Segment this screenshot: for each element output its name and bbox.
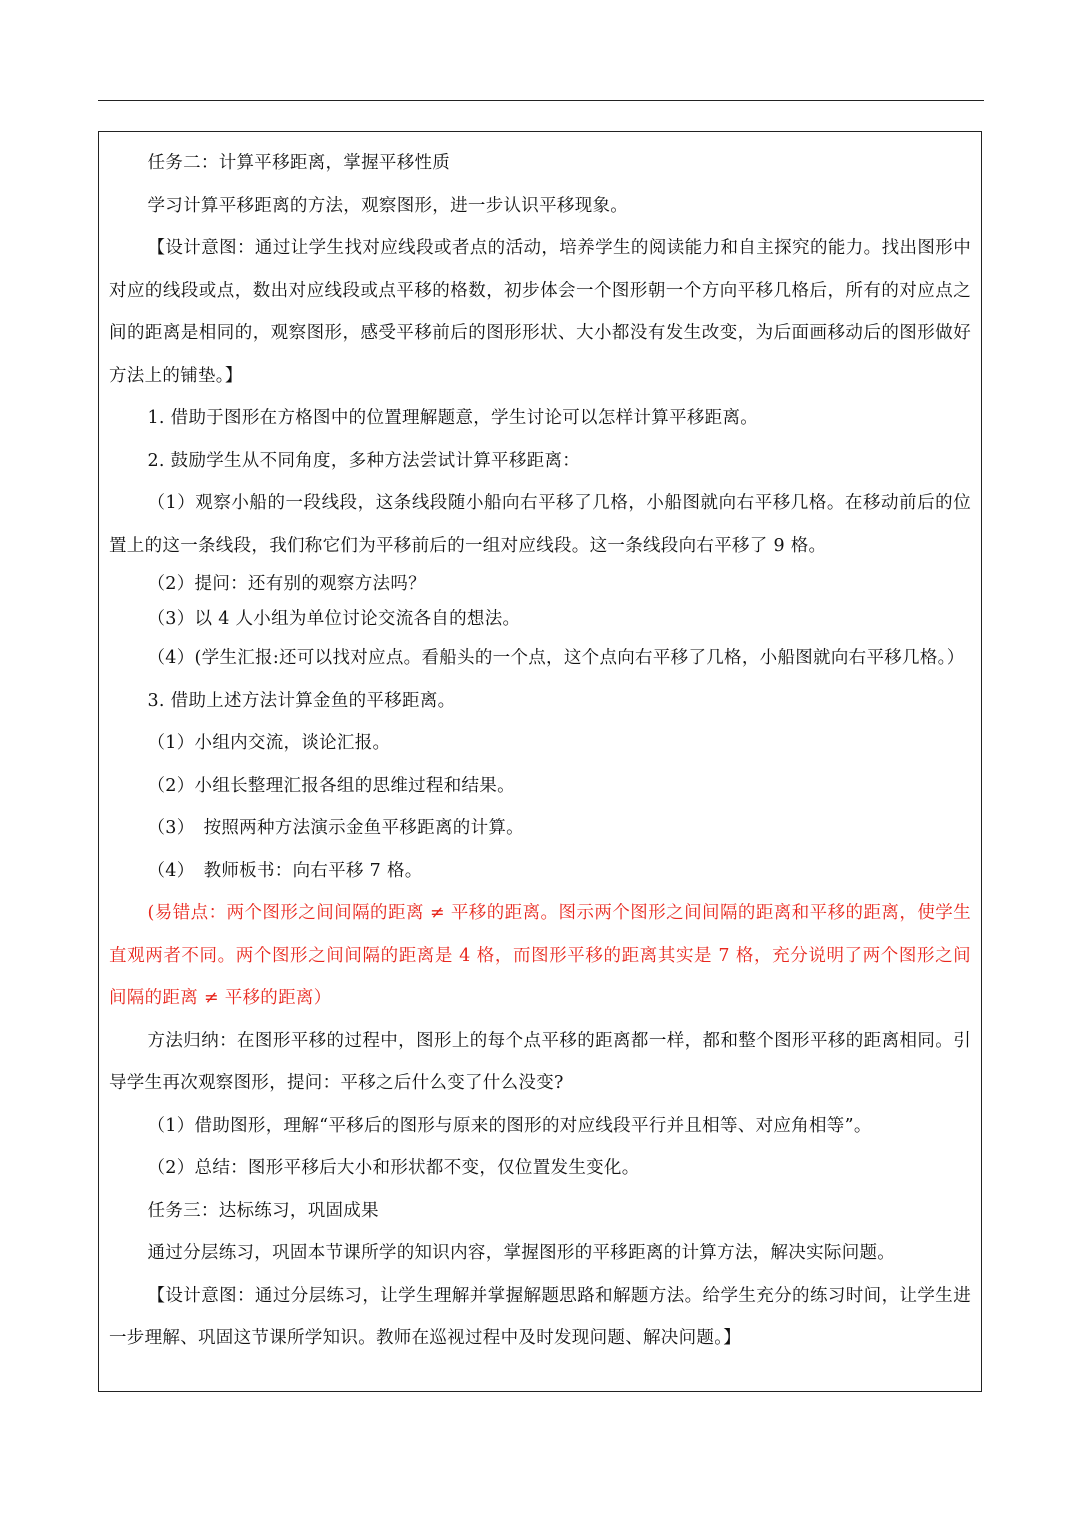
step-3-sub-1: （1）小组内交流，谈论汇报。 <box>147 733 391 753</box>
summary-sub-2: （2）总结：图形平移后大小和形状都不变，仅位置发生变化。 <box>147 1158 640 1178</box>
step-2: 2. 鼓励学生从不同角度，多种方法尝试计算平移距离： <box>147 450 581 471</box>
lesson-plan-cell <box>98 131 982 1392</box>
step-1: 1. 借助于图形在方格图中的位置理解题意，学生讨论可以怎样计算平移距离。 <box>147 408 759 428</box>
step-3: 3. 借助上述方法计算金鱼的平移距离。 <box>147 690 456 711</box>
design-intent-1: 【设计意图：通过让学生找对应线段或者点的活动，培养学生的阅读能力和自主探究的能力。找出图形中对应的线段或点，数出对应线段或点平移的格数，初步体会一个图形朝一个方向平移几格后，所有的对应点之间的距离是相同的，观察图形，感受平移前后的图形形状、大小都没有发生改变，为后面画移动后的图形做好方法上的铺垫。】 <box>109 238 971 386</box>
design-intent-2: 【设计意图：通过分层练习，让学生理解并掌握解题思路和解题方法。给学生充分的练习时间，让学生进一步理解、巩固这节课所学知识。教师在巡视过程中及时发现问题、解决问题。】 <box>109 1285 971 1348</box>
step-2-sub-3: （3）以 4 人小组为单位讨论交流各自的想法。 <box>147 609 521 629</box>
task3-intro: 通过分层练习，巩固本节课所学的知识内容，掌握图形的平移距离的计算方法，解决实际问题。 <box>147 1243 896 1263</box>
task3-heading: 任务三：达标练习，巩固成果 <box>147 1200 379 1221</box>
common-mistake-note: (易错点：两个图形之间间隔的距离 ≠ 平移的距离。图示两个图形之间间隔的距离和平移的距离，使学生直观两者不同。两个图形之间间隔的距离是 4 格，而图形平移的距离其实是 7 格，充分说明了两个图形之间间隔的距离 ≠ 平移的距离） <box>109 903 971 1008</box>
step-2-sub-4: （4）(学生汇报:还可以找对应点。看船头的一个点，这个点向右平移了几格，小船图就向右平移几格。） <box>147 648 965 668</box>
step-3-sub-2: （2）小组长整理汇报各组的思维过程和结果。 <box>147 775 515 796</box>
step-3-sub-3: （3） 按照两种方法演示金鱼平移距离的计算。 <box>147 818 524 838</box>
header-rule <box>98 100 984 101</box>
task2-heading: 任务二：计算平移距离，掌握平移性质 <box>147 153 451 173</box>
step-3-sub-4: （4） 教师板书：向右平移 7 格。 <box>147 860 423 881</box>
summary-sub-1: （1）借助图形，理解“平移后的图形与原来的图形的对应线段平行并且相等、对应角相等”。 <box>147 1115 872 1136</box>
task2-intro: 学习计算平移距离的方法，观察图形，进一步认识平移现象。 <box>147 195 629 216</box>
step-2-sub-2: （2）提问：还有别的观察方法吗？ <box>147 574 426 594</box>
step-2-sub-1: （1）观察小船的一段线段，这条线段随小船向右平移了几格，小船图就向右平移几格。在移动前后的位置上的这一条线段，我们称它们为平移前后的一组对应线段。这一条线段向右平移了 9 格。 <box>109 493 971 556</box>
method-summary: 方法归纳：在图形平移的过程中，图形上的每个点平移的距离都一样，都和整个图形平移的距离相同。引导学生再次观察图形，提问：平移之后什么变了什么没变? <box>109 1030 971 1093</box>
